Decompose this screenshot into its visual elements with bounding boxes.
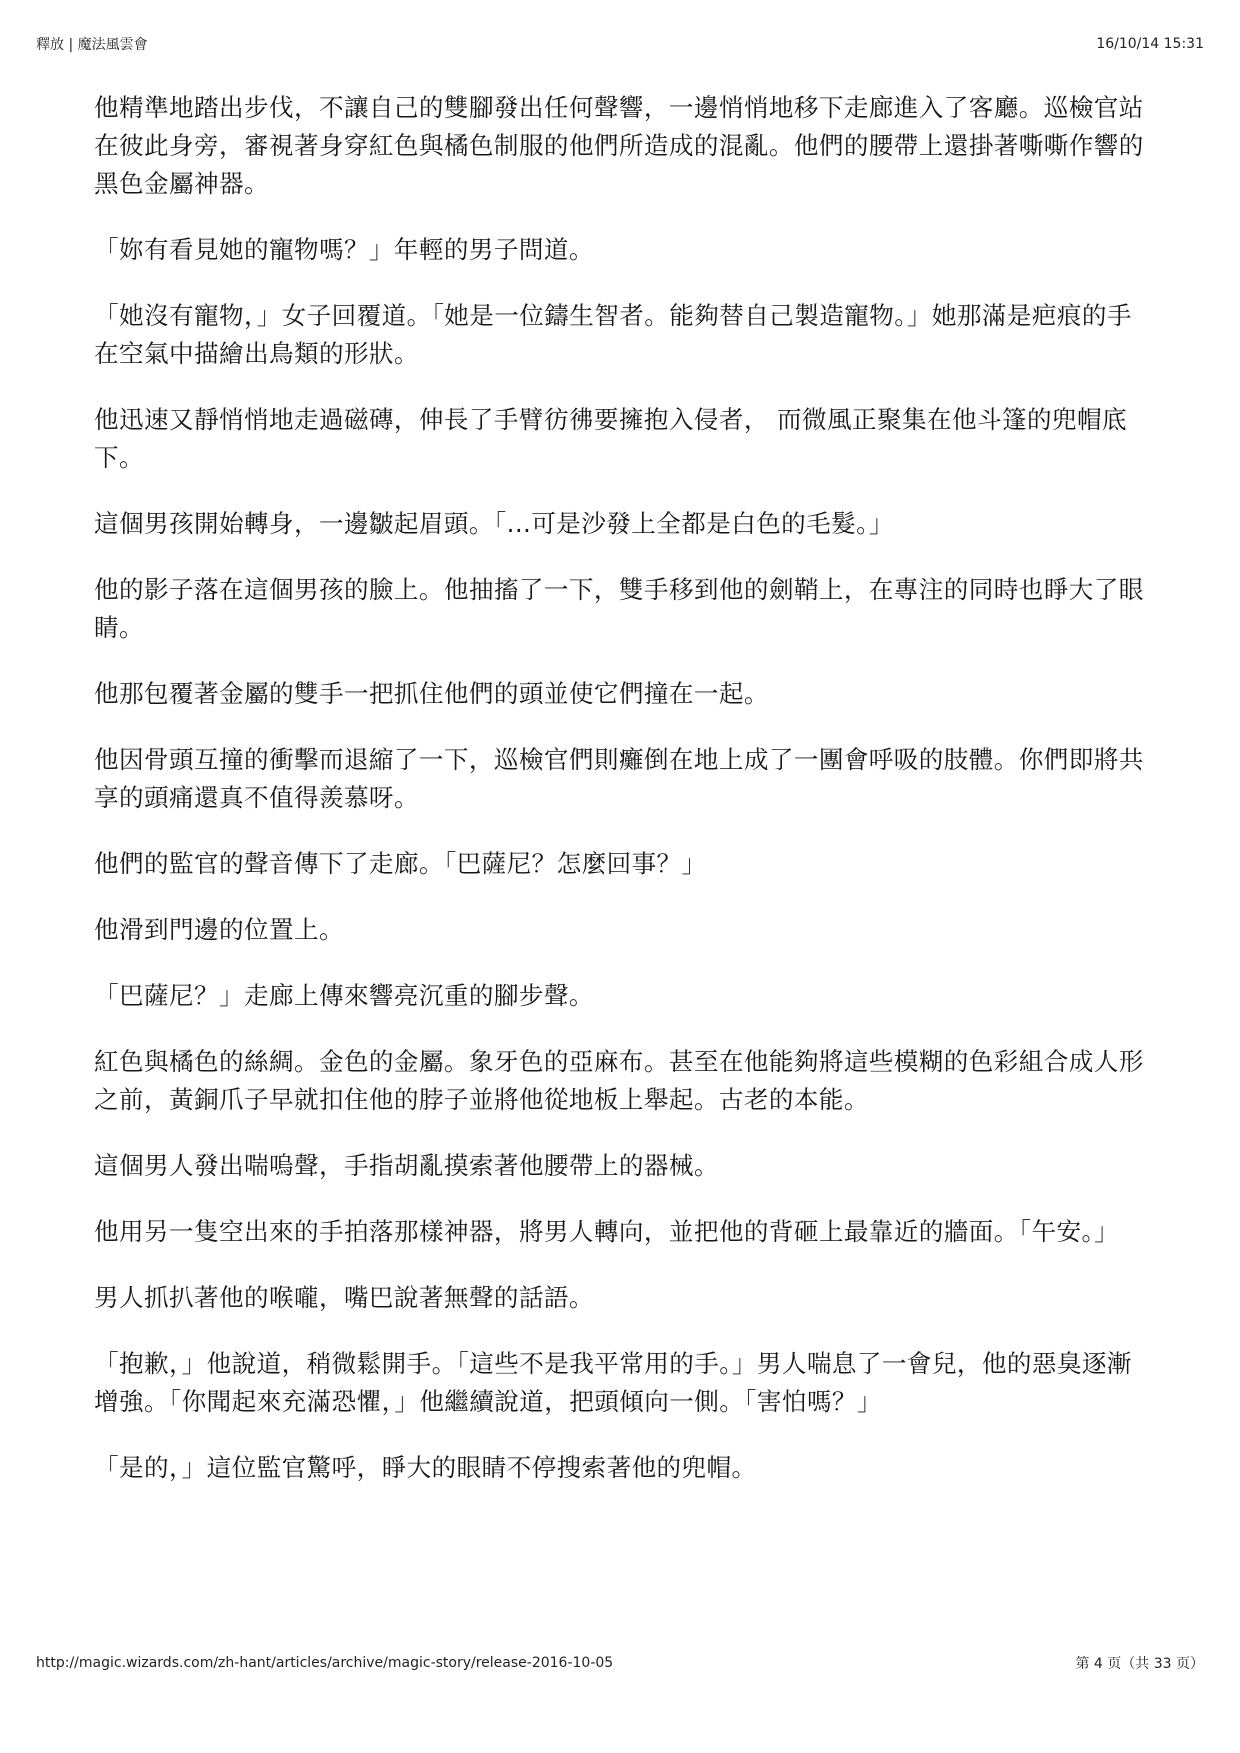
paragraph: 他迅速又靜悄悄地走過磁磚，伸長了手臂彷彿要擁抱入侵者， 而微風正聚集在他斗篷的兜帽底下。 — [94, 405, 1127, 472]
page-title: 釋放 | 魔法風雲會 — [36, 37, 148, 53]
page-number: 第 4 页（共 33 页） — [1075, 1656, 1204, 1672]
paragraph: 「巴薩尼？」走廊上傳來響亮沉重的腳步聲。 — [94, 981, 594, 1010]
paragraph: 「妳有看見她的寵物嗎？」年輕的男子問道。 — [94, 235, 594, 264]
article-body — [94, 89, 1146, 1515]
paragraph: 「抱歉，」他說道，稍微鬆開手。「這些不是我平常用的手。」男人喘息了一會兒，他的惡臭逐漸增強。「你聞起來充滿恐懼，」他繼續說道，把頭傾向一側。「害怕嗎？」 — [94, 1349, 1132, 1416]
paragraph: 他滑到門邊的位置上。 — [94, 915, 344, 944]
print-header — [36, 34, 1204, 54]
print-datetime: 16/10/14 15:31 — [1096, 36, 1204, 52]
paragraph: 男人抓扒著他的喉嚨，嘴巴說著無聲的話語。 — [94, 1283, 594, 1312]
paragraph: 紅色與橘色的絲綢。金色的金屬。象牙色的亞麻布。甚至在他能夠將這些模糊的色彩組合成人形之前，黃銅爪子早就扣住他的脖子並將他從地板上舉起。古老的本能。 — [94, 1047, 1144, 1114]
source-url: http://magic.wizards.com/zh-hant/articles/archive/magic-story/release-2016-10-05 — [36, 1655, 614, 1671]
paragraph: 他精準地踏出步伐，不讓自己的雙腳發出任何聲響，一邊悄悄地移下走廊進入了客廳。巡檢官站在彼此身旁，審視著身穿紅色與橘色制服的他們所造成的混亂。他們的腰帶上還掛著嘶嘶作響的黑色金屬神器。 — [94, 93, 1144, 198]
paragraph: 他用另一隻空出來的手拍落那樣神器，將男人轉向，並把他的背砸上最靠近的牆面。「午安。」 — [94, 1217, 1120, 1246]
paragraph: 他的影子落在這個男孩的臉上。他抽搐了一下，雙手移到他的劍鞘上，在專注的同時也睜大了眼睛。 — [94, 575, 1144, 642]
paragraph: 「她沒有寵物，」女子回覆道。「她是一位鑄生智者。能夠替自己製造寵物。」她那滿是疤痕的手在空氣中描繪出鳥類的形狀。 — [94, 301, 1132, 368]
paragraph: 這個男人發出喘嗚聲，手指胡亂摸索著他腰帶上的器械。 — [94, 1151, 719, 1180]
paragraph: 他因骨頭互撞的衝擊而退縮了一下，巡檢官們則癱倒在地上成了一團會呼吸的肢體。你們即將共享的頭痛還真不值得羨慕呀。 — [94, 745, 1144, 812]
paragraph: 他們的監官的聲音傳下了走廊。「巴薩尼？怎麼回事？」 — [94, 849, 707, 878]
paragraph: 「是的，」這位監官驚呼，睜大的眼睛不停搜索著他的兜帽。 — [94, 1453, 757, 1482]
print-footer — [36, 1653, 1204, 1673]
paragraph: 這個男孩開始轉身，一邊皺起眉頭。「...可是沙發上全都是白色的毛髮。」 — [94, 509, 894, 538]
paragraph: 他那包覆著金屬的雙手一把抓住他們的頭並使它們撞在一起。 — [94, 679, 769, 708]
